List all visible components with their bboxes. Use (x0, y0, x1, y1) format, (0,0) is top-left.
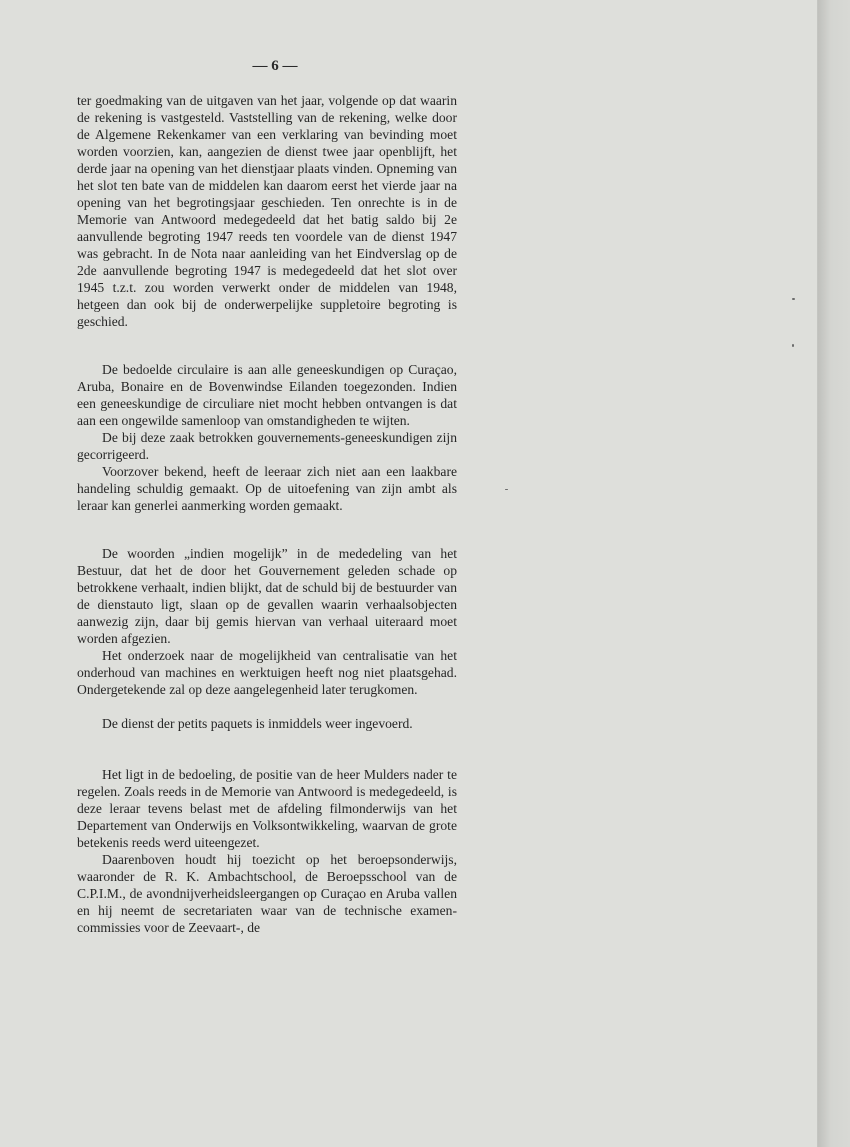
paragraph-mulders: Het ligt in de bedoeling, de positie van de heer Mulders nader te regelen. Zoals reeds in de Memorie van Antwoord is medegedeeld, is deze leraar tevens belast met de afdeling filmonderwijs van het Departement van Onderwijs en Volksontwikkeling, waarvan de grote betekenis reeds werd uiteengezet. (77, 767, 457, 850)
scan-speck (792, 298, 795, 300)
paragraph-beroepsonderwijs: Daarenboven houdt hij toezicht op het beroepsonderwijs, waaronder de R. K. Ambachtschool, de Beroepsschool van de C.P.I.M., de avondnijverheidsleergangen op Curaçao en Aruba vallen en hij neemt de secretariaten waar van de technische examen-commissies voor de Zeevaart-, de (77, 852, 457, 935)
scan-speck (505, 489, 508, 490)
body-text (77, 92, 457, 936)
paragraph-centralisatie: Het onderzoek naar de mogelijkheid van centralisatie van het onderhoud van machines en werktuigen heeft nog niet plaatsgehad. Ondergetekende zal op deze aangelegenheid later terugkomen. (77, 648, 457, 697)
next-page-edge (818, 0, 850, 1147)
scan-speck (792, 344, 794, 347)
paragraph-petits-paquets: De dienst der petits paquets is inmiddels weer ingevoerd. (102, 716, 413, 731)
page-number: — 6 — (252, 58, 298, 74)
paragraph-circulaire: De bedoelde circulaire is aan alle geneeskundigen op Curaçao, Aruba, Bonaire en de Bovenwindse Eilanden toegezonden. Indien een geneeskundige de circuliare niet mocht hebben ontvangen is dat aan een ongewilde samenloop van omstandigheden te wijten. (77, 362, 457, 428)
paragraph-indien-mogelijk: De woorden „indien mogelijk” in de mededeling van het Bestuur, dat het de door het Gouvernement geleden schade op betrokkene verhaalt, indien blijkt, dat de schuld bij de bestuurder van de dienstauto ligt, slaan op de gevallen waarin verhaalsobjecten aanwezig zijn, daar bij gemis hiervan van verhaal uiteraard moet worden afgezien. (77, 546, 457, 646)
paragraph-geneeskundigen: De bij deze zaak betrokken gouvernements-geneeskundigen zijn gecorrigeerd. (77, 430, 457, 462)
paragraph-leraar: Voorzover bekend, heeft de leeraar zich niet aan een laakbare handeling schuldig gemaakt. Op de uitoefening van zijn ambt als leraar kan generlei aanmerking worden gemaakt. (77, 464, 457, 513)
paragraph-rekening: ter goedmaking van de uitgaven van het jaar, volgende op dat waarin de rekening is vastgesteld. Vaststelling van de rekening, welke door de Algemene Rekenkamer van een verklaring van bevinding moet worden voorzien, kan, aangezien de dienst twee jaar openblijft, het derde jaar na opening van het dienstjaar plaats vinden. Opneming van het slot ten bate van de middelen kan daarom eerst het vierde jaar na opening van het begrotingsjaar geschieden. Ten onrechte is in de Memorie van Antwoord medegedeeld dat het batig saldo bij 2e aanvullende begroting 1947 reeds ten voordele van de dienst 1947 was gebracht. In de Nota naar aanleiding van het Eindverslag op de 2de aanvullende begroting 1947 is medegedeeld dat het slot over 1945 t.z.t. zou worden verwerkt onder de middelen van 1948, hetgeen dan ook bij de onderwerpelijke suppletoire begroting is geschied. (77, 93, 457, 329)
